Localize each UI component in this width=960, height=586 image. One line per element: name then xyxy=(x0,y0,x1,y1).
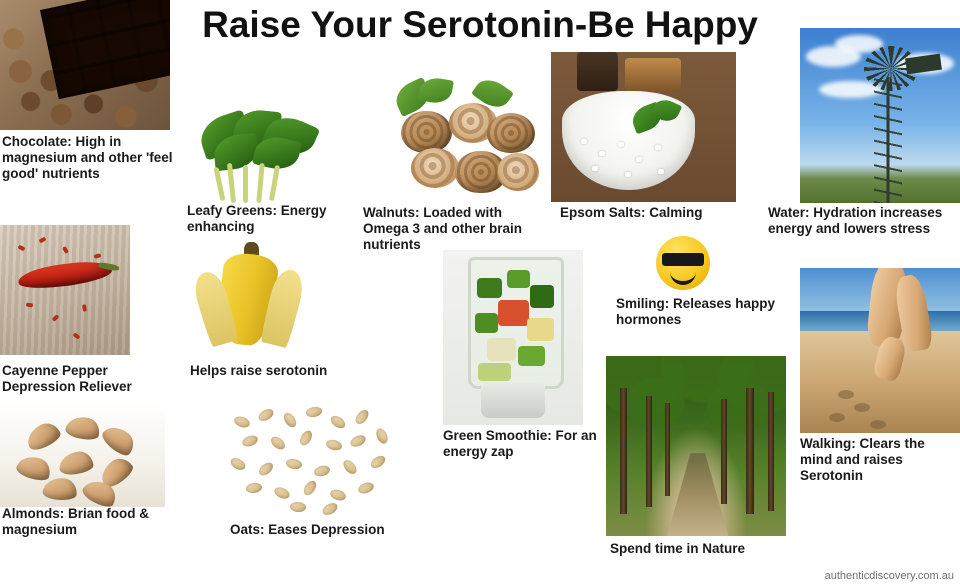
site-credit: authenticdiscovery.com.au xyxy=(824,570,954,582)
windmill-tower-shape xyxy=(874,77,903,203)
cayenne-pepper-photo xyxy=(0,225,130,355)
forest-path-shape xyxy=(667,453,728,536)
chili-shape xyxy=(17,258,113,291)
chocolate-bar-shape xyxy=(40,0,170,99)
blender-base-shape xyxy=(481,383,545,418)
jar-lid-shape xyxy=(577,52,618,91)
walnuts-photo xyxy=(385,78,545,203)
leafy-greens-photo xyxy=(185,110,330,205)
leafy-greens-caption: Leafy Greens: Energy enhancing xyxy=(187,203,327,234)
walnuts-caption: Walnuts: Loaded with Omega 3 and other brain nutrients xyxy=(363,205,523,252)
beach-walking-photo xyxy=(800,268,960,433)
blender-jar-shape xyxy=(468,257,564,389)
nature-caption: Spend time in Nature xyxy=(610,541,746,556)
epsom-salts-caption: Epsom Salts: Calming xyxy=(560,205,703,220)
chocolate-photo xyxy=(0,0,170,130)
smiling-caption: Smiling: Releases happy hormones xyxy=(616,296,776,327)
page-title: Raise Your Serotonin-Be Happy xyxy=(202,4,758,45)
walking-caption: Walking: Clears the mind and raises Serotonin xyxy=(800,436,925,483)
chocolate-caption: Chocolate: High in magnesium and other 'feel good' nutrients xyxy=(2,134,173,181)
forest-path-photo xyxy=(606,356,786,536)
smiley-circle-shape xyxy=(656,236,710,290)
smiley-face-icon xyxy=(648,232,718,294)
banana-caption: Helps raise serotonin xyxy=(190,363,328,378)
almonds-photo xyxy=(0,402,165,507)
smile-mouth-shape xyxy=(670,268,696,285)
amber-jar-shape xyxy=(625,58,681,91)
epsom-salts-photo xyxy=(551,52,736,202)
blender-photo xyxy=(443,250,583,425)
banana-photo xyxy=(190,240,315,360)
windmill-photo xyxy=(800,28,960,203)
oats-photo xyxy=(210,398,410,516)
water-caption: Water: Hydration increases energy and lowers stress xyxy=(768,205,943,236)
green-smoothie-caption: Green Smoothie: For an energy zap xyxy=(443,428,597,459)
chili-stem-shape xyxy=(99,262,120,272)
sunglasses-shape xyxy=(662,253,704,266)
cayenne-pepper-caption: Cayenne Pepper Depression Reliever xyxy=(2,363,132,394)
oats-caption: Oats: Eases Depression xyxy=(230,522,385,537)
almonds-caption: Almonds: Brian food & magnesium xyxy=(2,506,149,537)
